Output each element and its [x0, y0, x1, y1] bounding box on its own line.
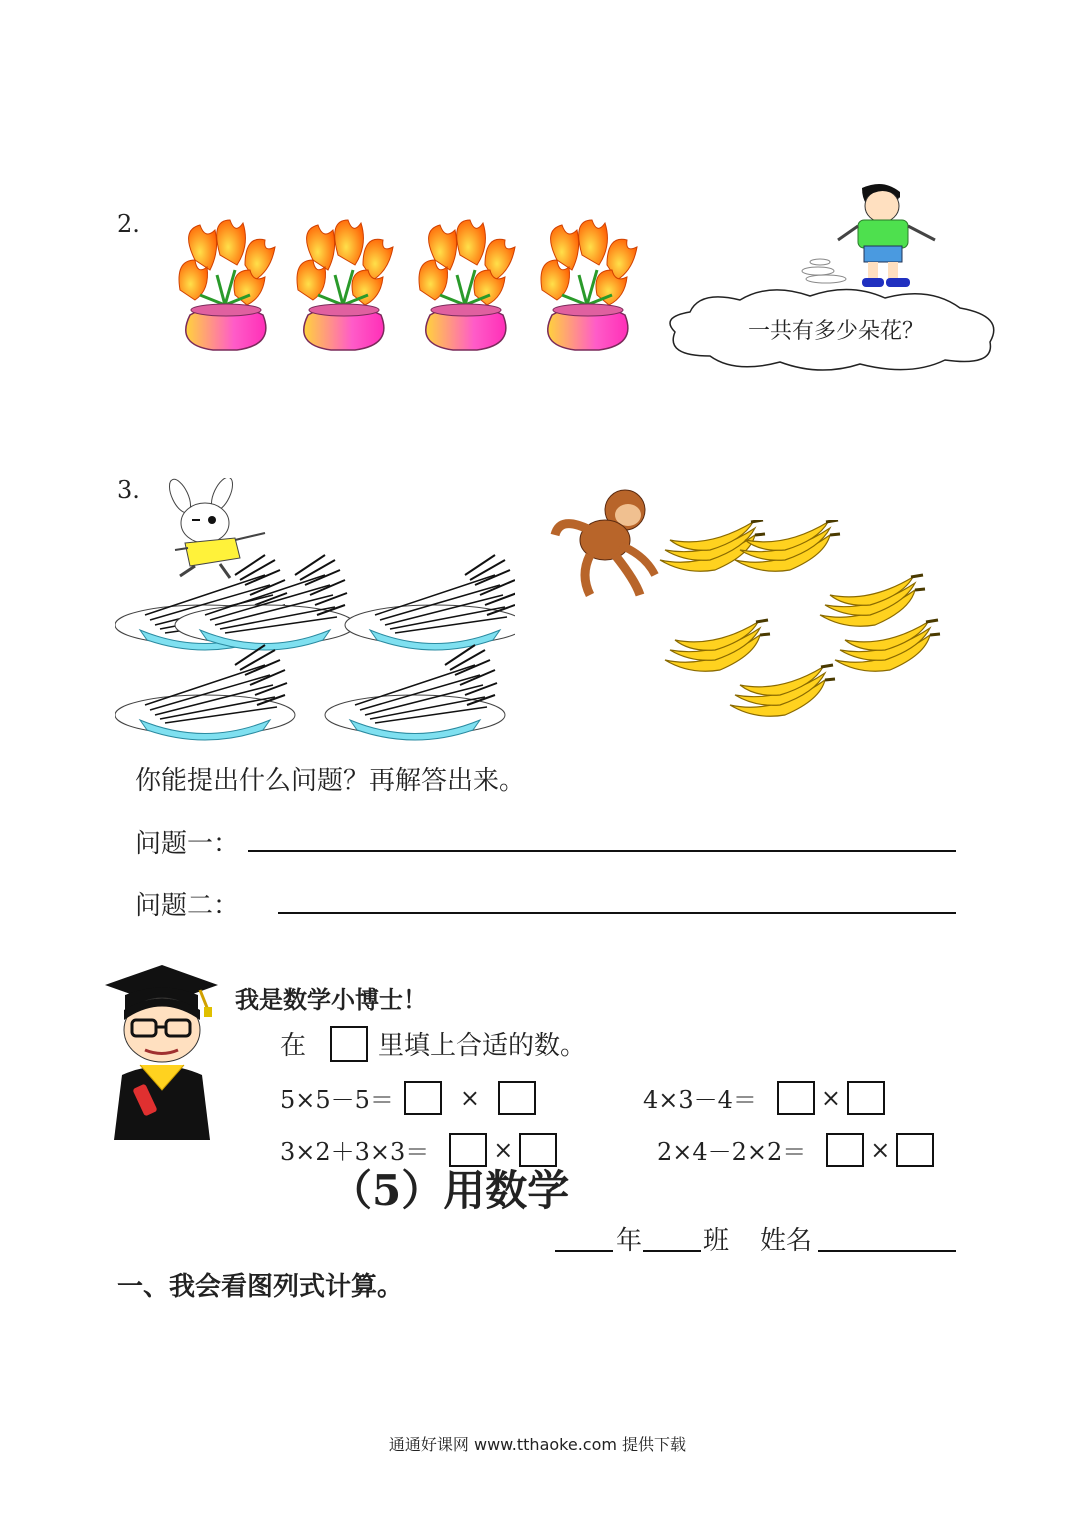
q3-prompt: 你能提出什么问题？再解答出来。	[135, 766, 526, 796]
grade-blank[interactable]	[555, 1250, 613, 1252]
equation-2-operator: ×	[820, 1083, 842, 1112]
question-2-label: 问题二：	[135, 891, 240, 921]
equation-1-expression: 5×5－5＝	[280, 1086, 394, 1114]
equation-3-operator: ×	[493, 1135, 514, 1164]
question-2-answer-line[interactable]	[278, 912, 956, 914]
equation-2-box-b[interactable]	[847, 1081, 885, 1115]
doctor-boy-illustration	[100, 965, 220, 1145]
section-title: （5）用数学	[330, 1166, 570, 1215]
equation-4-box-a[interactable]	[826, 1133, 864, 1167]
equation-2-expression: 4×3－4＝	[643, 1086, 757, 1114]
question-1-label: 问题一：	[135, 829, 240, 859]
bananas-illustration	[655, 520, 950, 730]
grade-label: 年	[616, 1226, 643, 1256]
boy-illustration	[800, 178, 950, 293]
equation-2-box-a[interactable]	[777, 1081, 815, 1115]
example-answer-box	[330, 1026, 368, 1062]
name-blank[interactable]	[818, 1250, 956, 1252]
class-blank[interactable]	[643, 1250, 701, 1252]
speech-text: 一共有多少朵花？	[748, 319, 925, 344]
equation-4	[657, 1132, 934, 1167]
question-1-answer-line[interactable]	[248, 850, 956, 852]
fill-instruction	[280, 1025, 586, 1062]
equation-4-expression: 2×4－2×2＝	[657, 1138, 807, 1166]
equation-4-operator: ×	[870, 1135, 891, 1164]
class-label: 班	[703, 1226, 730, 1256]
part-one-heading: 一、我会看图列式计算。	[117, 1272, 404, 1302]
carrot-plates-illustration	[115, 545, 515, 745]
equation-1-box-a[interactable]	[404, 1081, 442, 1115]
instruction-suffix: 里填上合适的数。	[378, 1031, 587, 1061]
equation-2	[643, 1080, 885, 1115]
equation-4-box-b[interactable]	[896, 1133, 934, 1167]
flower-pots-illustration	[175, 215, 645, 360]
equation-1	[280, 1080, 536, 1115]
footer-credit: 通通好课网 www.tthaoke.com 提供下载	[388, 1435, 687, 1454]
question-3-number: 3.	[117, 476, 140, 504]
name-label: 姓名	[760, 1226, 813, 1256]
question-2-number: 2.	[117, 210, 140, 238]
monkey-illustration	[550, 485, 665, 600]
doctor-title: 我是数学小博士！	[235, 985, 427, 1014]
instruction-prefix: 在	[280, 1031, 307, 1061]
equation-3-expression: 3×2＋3×3＝	[280, 1138, 430, 1166]
equation-1-box-b[interactable]	[498, 1081, 536, 1115]
equation-1-operator: ×	[459, 1083, 481, 1112]
